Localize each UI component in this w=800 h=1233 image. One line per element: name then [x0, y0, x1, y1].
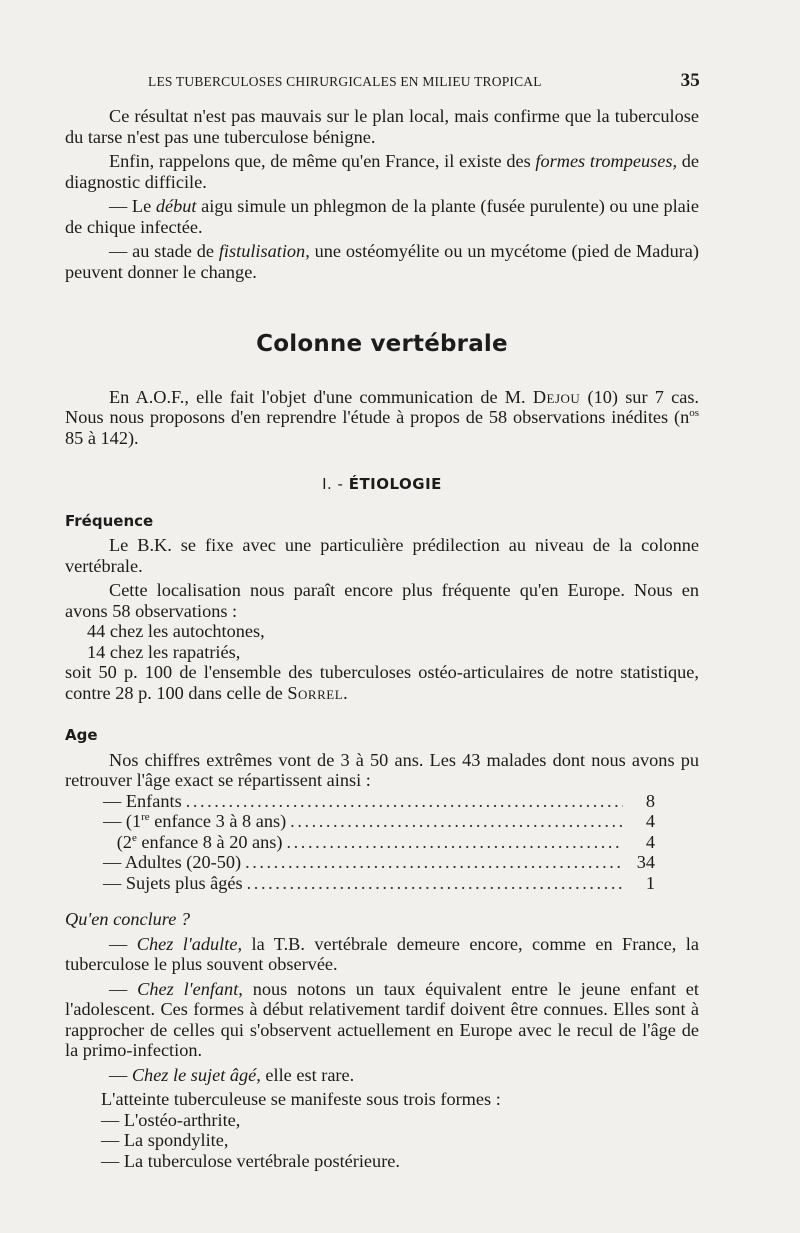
- row-value: 4: [645, 811, 655, 831]
- intro-p3-text-b: aigu simule un phlegmon de la plante (fusée purulente) ou une plaie de chique infectée.: [65, 196, 699, 237]
- c1-text: la T.B. vertébrale demeure encore, comme en France, la tuberculose le plus souvent observée.: [65, 933, 699, 974]
- table-row: [103, 791, 655, 812]
- intro-p2-text-b: de diagnostic difficile.: [65, 151, 699, 192]
- row-label: [103, 852, 241, 873]
- frequence-line-3: [65, 662, 699, 703]
- section-p1-text-b: (10) sur 7 cas. Nous nous proposons d'en reprendre l'étude à propos de 58 observations inédites (n: [65, 386, 700, 427]
- intro-paragraph-3: [65, 196, 699, 237]
- row-label-text-b: enfance 3 à 8 ans): [149, 811, 287, 831]
- chapter-title: ÉTIOLOGIE: [348, 475, 442, 493]
- row-label-superscript: e: [131, 831, 137, 844]
- row-label-text: — (1: [103, 811, 142, 831]
- form-item-1: — L'ostéo-arthrite,: [101, 1109, 241, 1130]
- row-label-text-b: enfance 8 à 20 ans): [136, 831, 283, 852]
- table-row: [103, 852, 655, 873]
- c3-text: elle est rare.: [260, 1064, 355, 1085]
- running-header: [148, 70, 700, 92]
- page-number: 35: [680, 70, 700, 91]
- section-title: Colonne vertébrale: [256, 331, 508, 357]
- chapter-heading: [65, 474, 699, 495]
- row-label-text: — Adultes (20-50): [103, 852, 242, 872]
- leader-dots: [245, 852, 623, 873]
- row-value: 1: [645, 872, 655, 893]
- row-label: [103, 873, 243, 894]
- table-row: [103, 811, 655, 832]
- leader-dots: [247, 873, 623, 894]
- conclusion-elderly: [65, 1065, 699, 1086]
- author-sorrel: Sorrel: [287, 682, 344, 703]
- intro-paragraph-4: [65, 241, 699, 282]
- row-label-superscript: re: [141, 810, 150, 823]
- section-p1-text-c: 85 à 142).: [65, 427, 139, 448]
- intro-p4-text-b: une ostéomyélite ou un mycétome (pied de Madura) peuvent donner le change.: [65, 241, 699, 282]
- section-intro-paragraph: [65, 387, 699, 449]
- form-item-2: — La spondylite,: [101, 1130, 229, 1150]
- author-dejou: Dejou: [532, 386, 581, 407]
- row-label-text: (2: [103, 831, 132, 852]
- c3-emphasis: Chez le sujet âgé,: [131, 1064, 261, 1085]
- intro-paragraph-2: [65, 151, 699, 192]
- row-label-text: — Enfants: [103, 790, 182, 811]
- c1-emphasis: Chez l'adulte,: [136, 933, 243, 954]
- conclusion-question: Qu'en conclure ?: [65, 909, 191, 929]
- subheading-frequence: Fréquence: [65, 511, 154, 530]
- running-title: LES TUBERCULOSES CHIRURGICALES EN MILIEU TROPICAL: [148, 74, 542, 89]
- intro-p2-emphasis: formes trompeuses,: [535, 151, 678, 171]
- c2-emphasis: Chez l'enfant,: [137, 978, 243, 999]
- section-p1-superscript: os: [689, 406, 699, 419]
- table-row: [103, 832, 655, 853]
- frequence-line-2: 14 chez les rapatriés,: [87, 641, 241, 662]
- frequence-line-1: 44 chez les autochtones,: [87, 621, 265, 641]
- leader-dots: [287, 832, 623, 853]
- leader-dots: [186, 791, 623, 812]
- row-label: [103, 811, 286, 832]
- c1-dash: —: [109, 933, 137, 954]
- row-label: [103, 832, 283, 853]
- table-row: [103, 873, 655, 894]
- chapter-number: I. -: [322, 475, 349, 493]
- intro-p1-line-b: que la tuberculose du tarse n'est pas une tuberculose bénigne.: [65, 106, 699, 147]
- c3-dash: —: [109, 1064, 132, 1085]
- form-item-3: — La tuberculose vertébrale postérieure.: [101, 1150, 400, 1171]
- intro-p4-text-a: — au stade de: [109, 241, 219, 261]
- leader-dots: [290, 811, 623, 832]
- frequence-l3-text-a: soit 50 p. 100 de l'ensemble des tuberculoses ostéo-articulaires de notre statistique, contre 28 p. 100 dans celle de: [65, 662, 699, 703]
- subheading-age: Age: [65, 726, 98, 744]
- page-body: [65, 106, 699, 1171]
- row-label-text: — Sujets plus âgés: [103, 872, 243, 893]
- intro-p2-text-a: Enfin, rappelons que, de même qu'en France, il existe des: [109, 151, 536, 171]
- c2-text: nous notons un taux équivalent entre le jeune enfant et l'adolescent. Ces formes à début relativement tardif doivent être connues. Elles sont à rapprocher de celles qui s'observent actuellement en Europe avec le recul de l'âge de la primo-infection.: [65, 978, 699, 1060]
- frequence-paragraph-1: Le B.K. se fixe avec une particulière prédilection au niveau de la colonne vertébrale.: [65, 535, 699, 576]
- section-p1-text-a: En A.O.F., elle fait l'objet d'une communication de M.: [109, 386, 533, 407]
- conclusion-child: [65, 979, 699, 1061]
- row-label: [103, 791, 182, 812]
- intro-p3-text-a: — Le: [109, 196, 156, 216]
- conclusion-adult: [65, 934, 699, 975]
- frequence-l3-text-b: .: [343, 682, 348, 703]
- intro-p1-line-a: Ce résultat n'est pas mauvais sur le plan local, mais confirme: [109, 106, 560, 126]
- row-value: 4: [645, 831, 655, 852]
- row-value: 8: [645, 790, 655, 811]
- c2-dash: —: [109, 978, 138, 999]
- intro-paragraph-1: [65, 106, 699, 147]
- forms-intro: L'atteinte tuberculeuse se manifeste sous trois formes :: [101, 1089, 501, 1109]
- frequence-paragraph-2: Cette localisation nous paraît encore plus fréquente qu'en Europe. Nous en avons 58 observations :: [65, 580, 699, 621]
- age-distribution-table: [103, 791, 655, 894]
- intro-p4-emphasis: fistulisation,: [218, 241, 310, 261]
- row-value: 34: [636, 852, 655, 872]
- intro-p3-emphasis: début: [155, 196, 197, 216]
- age-paragraph: Nos chiffres extrêmes vont de 3 à 50 ans. Les 43 malades dont nous avons pu retrouver l'âge exact se répartissent ainsi :: [65, 749, 699, 790]
